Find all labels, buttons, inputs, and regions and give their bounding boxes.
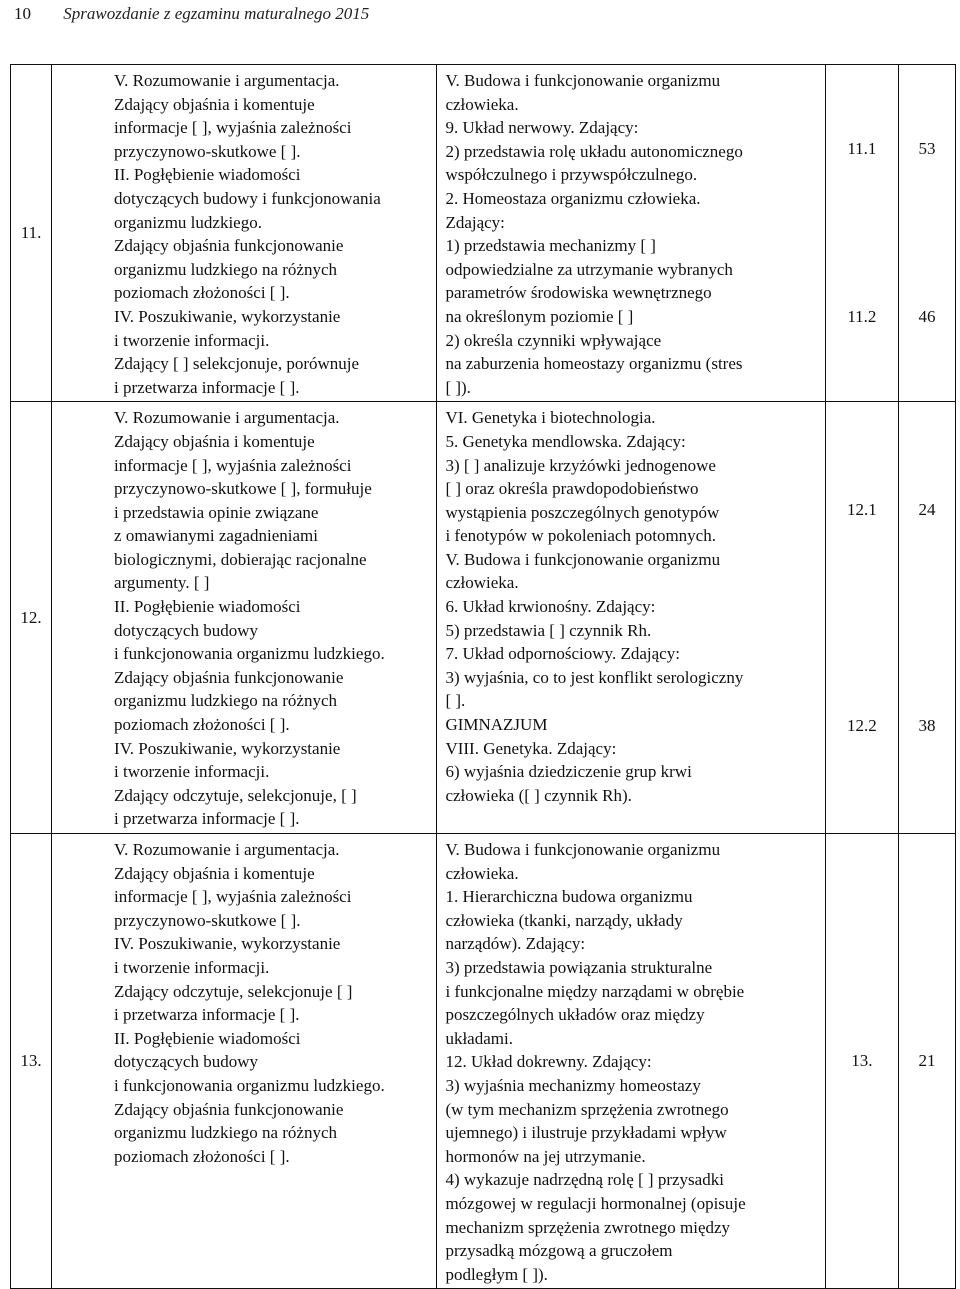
exam-requirement-line: Zdający objaśnia i komentuje [114, 431, 315, 451]
exam-requirement-line: przyczynowo-skutkowe [ ]. [114, 910, 301, 930]
task-group-id: 12. [11, 402, 52, 834]
curriculum-requirement-line: 9. Układ nerwowy. Zdający: [445, 118, 639, 138]
exam-requirement-line: V. Rozumowanie i argumentacja. [114, 408, 340, 428]
curriculum-requirements-cell [437, 834, 825, 1289]
exam-requirement-line: i przetwarza informacje [ ]. [114, 377, 300, 397]
task-number-cell [825, 65, 898, 402]
exam-requirement-line: i tworzenie informacji. [114, 762, 270, 782]
curriculum-requirement-line: człowieka. [445, 573, 519, 593]
exam-requirements-table [10, 64, 956, 1289]
exam-requirement-line: II. Pogłębienie wiadomości [114, 1028, 301, 1048]
exam-requirements-cell [52, 402, 437, 834]
curriculum-requirement-line: VIII. Genetyka. Zdający: [445, 738, 617, 758]
exam-requirement-line: Zdający objaśnia funkcjonowanie [114, 236, 344, 256]
task-number-cell [825, 834, 898, 1289]
exam-requirement-line: i tworzenie informacji. [114, 957, 270, 977]
exam-requirement-line: Zdający objaśnia i komentuje [114, 94, 315, 114]
curriculum-requirement-line: i funkcjonalne między narządami w obrębie [445, 981, 745, 1001]
curriculum-requirement-line: układami. [445, 1028, 513, 1048]
exam-requirement-line: Zdający odczytuje, selekcjonuje, [ ] [114, 785, 357, 805]
task-number: 12.2 [847, 715, 877, 735]
curriculum-requirement-line: odpowiedzialne za utrzymanie wybranych [445, 259, 733, 279]
curriculum-requirement-line: VI. Genetyka i biotechnologia. [445, 408, 656, 428]
curriculum-requirement-line: 2) określa czynniki wpływające [445, 330, 662, 350]
curriculum-requirement-line: wystąpienia poszczególnych genotypów [445, 502, 720, 522]
curriculum-requirement-line: podległym [ ]). [445, 1264, 548, 1284]
exam-requirement-line: i tworzenie informacji. [114, 330, 270, 350]
curriculum-requirement-line: 3) przedstawia powiązania strukturalne [445, 957, 713, 977]
curriculum-requirement-line: na określonym poziomie [ ] [445, 306, 634, 326]
curriculum-requirement-line: 5) przedstawia [ ] czynnik Rh. [445, 620, 652, 640]
exam-requirement-line: informacje [ ], wyjaśnia zależności [114, 887, 352, 907]
exam-requirement-line: Zdający objaśnia i komentuje [114, 863, 315, 883]
exam-requirement-line: z omawianymi zagadnieniami [114, 526, 318, 546]
result-cell [898, 834, 955, 1289]
exam-requirement-line: Zdający objaśnia funkcjonowanie [114, 667, 344, 687]
report-title: Sprawozdanie z egzaminu maturalnego 2015 [63, 4, 370, 23]
curriculum-requirement-line: 6) wyjaśnia dziedziczenie grup krwi [445, 762, 692, 782]
exam-requirement-line: poziomach złożoności [ ]. [114, 1146, 290, 1166]
curriculum-requirement-line: 7. Układ odpornościowy. Zdający: [445, 644, 680, 664]
exam-requirement-line: biologicznymi, dobierając racjonalne [114, 549, 367, 569]
curriculum-requirements-cell [437, 65, 825, 402]
curriculum-requirement-line: 3) wyjaśnia mechanizmy homeostazy [445, 1075, 701, 1095]
exam-requirement-line: IV. Poszukiwanie, wykorzystanie [114, 738, 341, 758]
curriculum-requirement-line: człowieka ([ ] czynnik Rh). [445, 785, 632, 805]
exam-requirements-cell [52, 834, 437, 1289]
exam-requirement-line: Zdający objaśnia funkcjonowanie [114, 1099, 344, 1119]
exam-requirement-line: V. Rozumowanie i argumentacja. [114, 71, 340, 90]
curriculum-requirement-line: V. Budowa i funkcjonowanie organizmu [445, 549, 721, 569]
exam-requirement-line: organizmu ludzkiego na różnych [114, 1123, 338, 1143]
result-value: 46 [918, 307, 936, 327]
task-group-id: 11. [11, 65, 52, 402]
result-value: 21 [918, 1051, 936, 1071]
exam-requirement-line: dotyczących budowy [114, 1052, 259, 1072]
exam-requirement-line: przyczynowo-skutkowe [ ], formułuje [114, 479, 372, 499]
exam-requirement-line: Zdający [ ] selekcjonuje, porównuje [114, 354, 360, 374]
exam-requirement-line: dotyczących budowy [114, 620, 259, 640]
exam-requirement-line: dotyczących budowy i funkcjonowania [114, 188, 381, 208]
curriculum-requirement-line: człowieka. [445, 94, 519, 114]
page-number: 10 [14, 4, 31, 23]
curriculum-requirement-line: człowieka (tkanki, narządy, układy [445, 910, 683, 930]
task-number: 11.2 [847, 307, 877, 327]
curriculum-requirement-line: [ ] oraz określa prawdopodobieństwo [445, 479, 699, 499]
exam-requirement-line: przyczynowo-skutkowe [ ]. [114, 141, 301, 161]
page-header [14, 4, 369, 24]
curriculum-requirement-line: narządów). Zdający: [445, 934, 586, 954]
curriculum-requirements-cell [437, 402, 825, 834]
exam-requirement-line: i funkcjonowania organizmu ludzkiego. [114, 644, 385, 664]
exam-requirement-line: II. Pogłębienie wiadomości [114, 597, 301, 617]
curriculum-requirement-line: mechanizm sprzężenia zwrotnego między [445, 1217, 731, 1237]
curriculum-requirement-line: 1) przedstawia mechanizmy [ ] [445, 236, 656, 256]
curriculum-requirement-line: przysadką mózgową a gruczołem [445, 1241, 673, 1261]
curriculum-requirement-line: Zdający: [445, 212, 505, 232]
exam-requirement-line: poziomach złożoności [ ]. [114, 715, 290, 735]
result-value: 24 [918, 500, 936, 520]
curriculum-requirement-line: 3) wyjaśnia, co to jest konflikt serologiczny [445, 667, 744, 687]
exam-requirement-line: Zdający odczytuje, selekcjonuje [ ] [114, 981, 353, 1001]
exam-requirement-line: i przedstawia opinie związane [114, 502, 319, 522]
curriculum-requirement-line: GIMNAZJUM [445, 715, 548, 735]
curriculum-requirement-line: współczulnego i przywspółczulnego. [445, 165, 698, 185]
task-number: 11.1 [847, 139, 877, 159]
task-number: 13. [851, 1051, 873, 1071]
task-number-cell [825, 402, 898, 834]
exam-requirement-line: informacje [ ], wyjaśnia zależności [114, 455, 352, 475]
task-group-id: 13. [11, 834, 52, 1289]
exam-requirement-line: i przetwarza informacje [ ]. [114, 809, 300, 829]
curriculum-requirement-line: [ ]. [445, 691, 466, 711]
curriculum-requirement-line: 4) wykazuje nadrzędną rolę [ ] przysadki [445, 1170, 724, 1190]
exam-requirement-line: IV. Poszukiwanie, wykorzystanie [114, 306, 341, 326]
curriculum-requirement-line: 6. Układ krwionośny. Zdający: [445, 597, 656, 617]
table-row [11, 65, 956, 402]
result-cell [898, 65, 955, 402]
curriculum-requirement-line: parametrów środowiska wewnętrznego [445, 283, 712, 303]
exam-requirement-line: argumenty. [ ] [114, 573, 210, 593]
curriculum-requirement-line: człowieka. [445, 863, 519, 883]
exam-requirement-line: organizmu ludzkiego. [114, 212, 262, 232]
curriculum-requirement-line: V. Budowa i funkcjonowanie organizmu [445, 71, 721, 90]
curriculum-requirement-line: 5. Genetyka mendlowska. Zdający: [445, 431, 686, 451]
exam-requirement-line: organizmu ludzkiego na różnych [114, 691, 338, 711]
exam-requirements-cell [52, 65, 437, 402]
exam-requirement-line: organizmu ludzkiego na różnych [114, 259, 338, 279]
curriculum-requirement-line: na zaburzenia homeostazy organizmu (stres [445, 354, 743, 374]
result-value: 38 [918, 715, 936, 735]
exam-requirement-line: II. Pogłębienie wiadomości [114, 165, 301, 185]
exam-requirement-line: i funkcjonowania organizmu ludzkiego. [114, 1075, 385, 1095]
curriculum-requirement-line: 2. Homeostaza organizmu człowieka. [445, 188, 701, 208]
exam-requirement-line: informacje [ ], wyjaśnia zależności [114, 118, 352, 138]
curriculum-requirement-line: [ ]). [445, 377, 471, 397]
curriculum-requirement-line: hormonów na jej utrzymanie. [445, 1146, 646, 1166]
result-value: 53 [918, 139, 936, 159]
table-row [11, 402, 956, 834]
curriculum-requirement-line: 2) przedstawia rolę układu autonomicznego [445, 141, 743, 161]
curriculum-requirement-line: (w tym mechanizm sprzężenia zwrotnego [445, 1099, 729, 1119]
curriculum-requirement-line: 12. Układ dokrewny. Zdający: [445, 1052, 652, 1072]
exam-requirement-line: V. Rozumowanie i argumentacja. [114, 840, 340, 859]
task-number: 12.1 [847, 500, 877, 520]
exam-requirement-line: i przetwarza informacje [ ]. [114, 1005, 300, 1025]
table-row [11, 834, 956, 1289]
curriculum-requirement-line: poszczególnych układów oraz między [445, 1005, 705, 1025]
curriculum-requirement-line: 1. Hierarchiczna budowa organizmu [445, 887, 693, 907]
curriculum-requirement-line: ujemnego) i ilustruje przykładami wpływ [445, 1123, 727, 1143]
curriculum-requirement-line: mózgowej w regulacji hormonalnej (opisuje [445, 1193, 746, 1213]
curriculum-requirement-line: 3) [ ] analizuje krzyżówki jednogenowe [445, 455, 716, 475]
result-cell [898, 402, 955, 834]
curriculum-requirement-line: V. Budowa i funkcjonowanie organizmu [445, 840, 721, 859]
exam-requirement-line: IV. Poszukiwanie, wykorzystanie [114, 934, 341, 954]
curriculum-requirement-line: i fenotypów w pokoleniach potomnych. [445, 526, 716, 546]
exam-requirement-line: poziomach złożoności [ ]. [114, 283, 290, 303]
